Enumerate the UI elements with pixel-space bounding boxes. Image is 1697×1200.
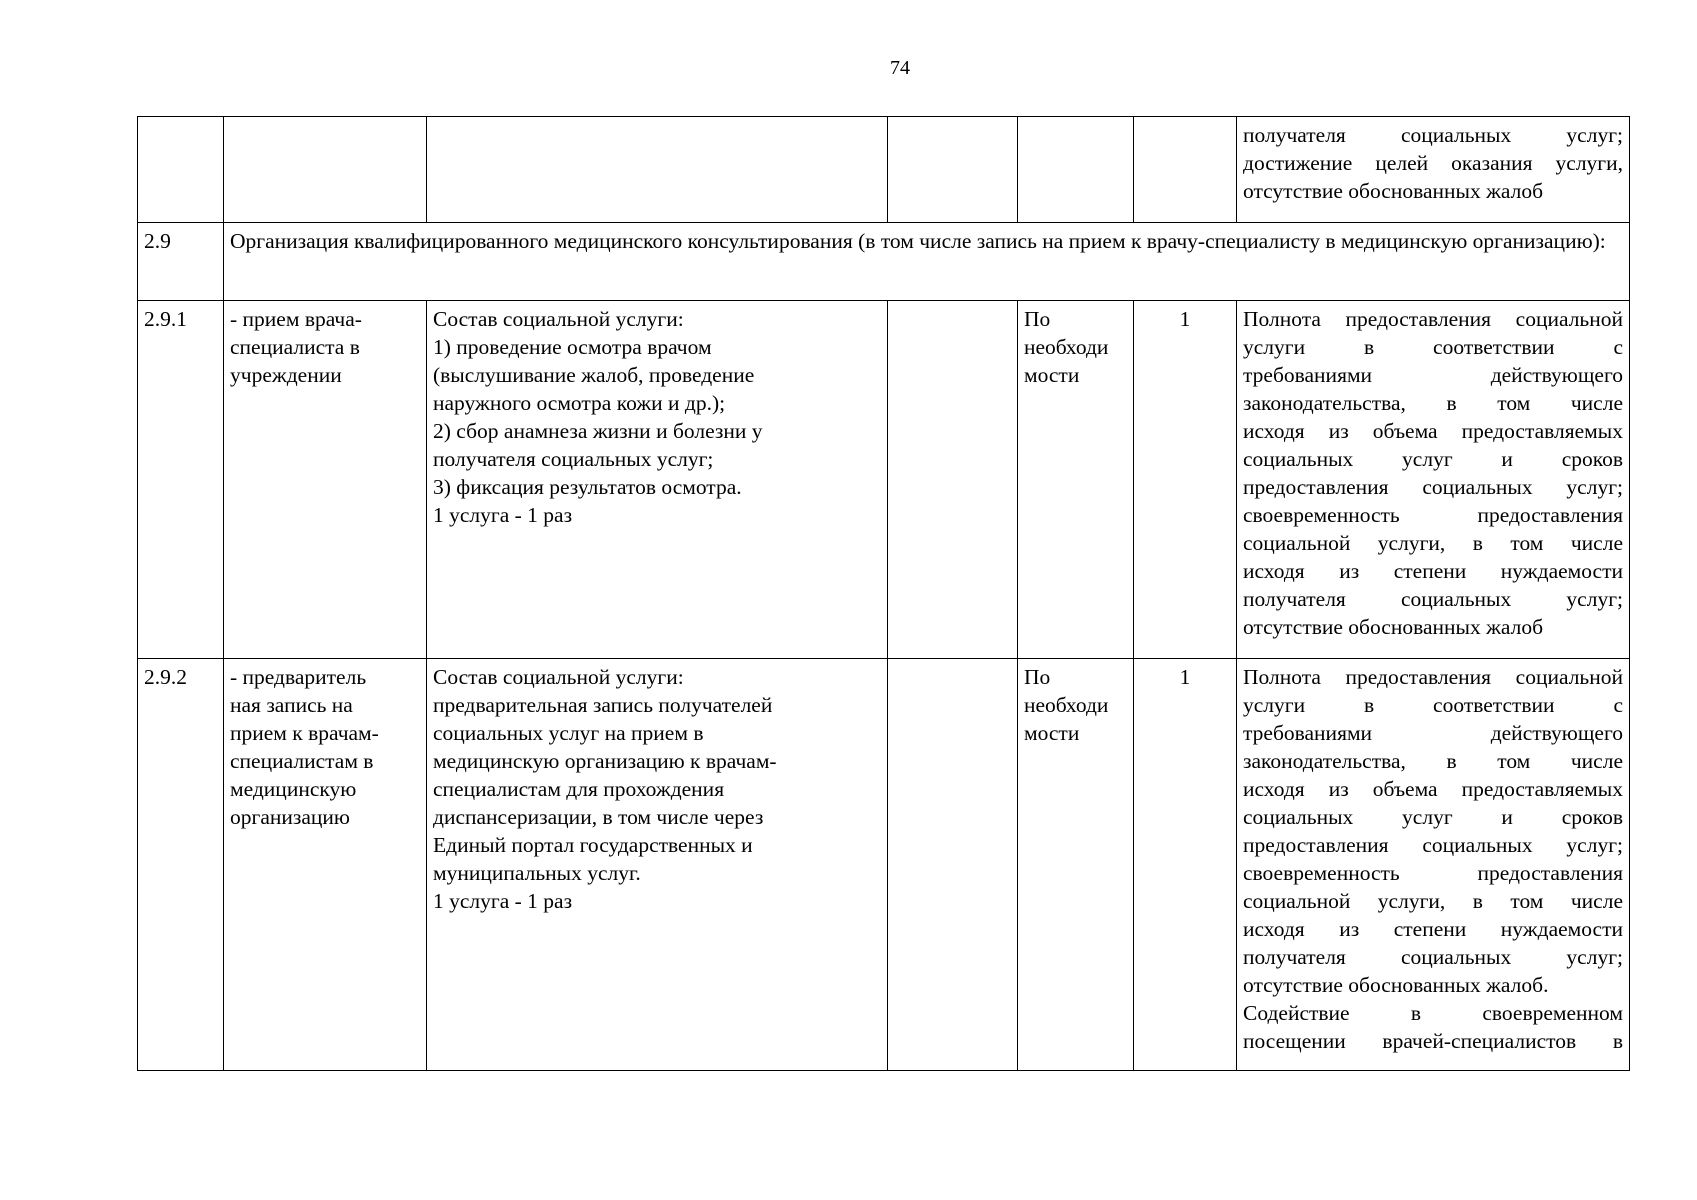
criteria-line: социальных услуг и сроков [1243,447,1623,471]
criteria-line: исходя из объема предоставляемых [1243,777,1623,801]
content-line: Состав социальной услуги: [433,665,684,689]
cell-extra [888,117,1018,223]
content-line: Состав социальной услуги: [433,307,684,331]
cell-name [224,117,427,223]
content-line: 1) проведение осмотра врачом [433,335,712,359]
table-row [138,659,1630,1071]
criteria-line: услуги в соответствии с [1243,335,1623,359]
frequency-line: необходи [1024,693,1109,717]
name-line: организацию [230,805,350,829]
name-line: учреждении [230,363,342,387]
frequency-line: По [1024,665,1051,689]
criteria-line: услуги в соответствии с [1243,693,1623,717]
criteria-line: своевременность предоставления [1243,503,1623,527]
row-frequency [1018,659,1134,1071]
name-line: - предваритель [230,665,367,689]
row-number: 2.9.1 [138,301,224,659]
frequency-line: необходи [1024,335,1109,359]
section-row [138,223,1630,301]
criteria-line: получателя социальных услуг; [1243,123,1623,147]
criteria-line: предоставления социальных услуг; [1243,833,1623,857]
row-extra [888,659,1018,1071]
criteria-line: своевременность предоставления [1243,861,1623,885]
content-line: 1 услуга - 1 раз [433,503,573,527]
table-row [138,301,1630,659]
row-quantity: 1 [1134,301,1237,659]
content-line: социальных услуг на прием в [433,721,704,745]
row-criteria [1237,659,1630,1071]
content-line: Единый портал государственных и [433,833,753,857]
name-line: специалиста в [230,335,360,359]
criteria-line: требованиями действующего [1243,363,1623,387]
content-line: муниципальных услуг. [433,861,641,885]
criteria-line: исходя из объема предоставляемых [1243,419,1623,443]
name-line: прием к врачам- [230,721,379,745]
content-line: 2) сбор анамнеза жизни и болезни у [433,419,763,443]
criteria-line: получателя социальных услуг; [1243,945,1623,969]
row-content [427,659,888,1071]
criteria-line: законодательства, в том числе [1243,391,1623,415]
continued-row [138,117,1630,223]
name-line: ная запись на [230,693,353,717]
cell-criteria [1237,117,1630,223]
content-line: 1 услуга - 1 раз [433,889,573,913]
criteria-line: отсутствие обоснованных жалоб. [1243,973,1549,997]
section-title: Организация квалифицированного медицинского консультирования (в том числе запись на прием к врачу-специалисту в медицинскую организацию): [224,223,1630,301]
criteria-line: отсутствие обоснованных жалоб [1243,615,1544,639]
criteria-line: отсутствие обоснованных жалоб [1243,179,1544,203]
criteria-line: Содействие в своевременном [1243,1001,1623,1025]
frequency-line: По [1024,307,1051,331]
row-content [427,301,888,659]
content-line: диспансеризации, в том числе через [433,805,764,829]
row-criteria [1237,301,1630,659]
section-number: 2.9 [138,223,224,301]
criteria-line: посещении врачей-специалистов в [1243,1029,1623,1053]
page-number: 74 [890,57,910,79]
name-line: медицинскую [230,777,357,801]
criteria-line: социальных услуг и сроков [1243,805,1623,829]
row-number: 2.9.2 [138,659,224,1071]
content-line: специалистам для прохождения [433,777,725,801]
criteria-line: исходя из степени нуждаемости [1243,917,1623,941]
content-line: 3) фиксация результатов осмотра. [433,475,742,499]
content-line: (выслушивание жалоб, проведение [433,363,755,387]
services-table [137,116,1630,1071]
row-frequency [1018,301,1134,659]
criteria-line: социальной услуги, в том числе [1243,531,1623,555]
frequency-line: мости [1024,363,1080,387]
content-line: медицинскую организацию к врачам- [433,749,777,773]
row-name [224,301,427,659]
criteria-line: получателя социальных услуг; [1243,587,1623,611]
cell-frequency [1018,117,1134,223]
content-line: наружного осмотра кожи и др.); [433,391,726,415]
criteria-line: требованиями действующего [1243,721,1623,745]
criteria-line: законодательства, в том числе [1243,749,1623,773]
cell-quantity [1134,117,1237,223]
row-extra [888,301,1018,659]
criteria-line: исходя из степени нуждаемости [1243,559,1623,583]
content-line: предварительная запись получателей [433,693,773,717]
cell-content [427,117,888,223]
row-quantity: 1 [1134,659,1237,1071]
criteria-line: достижение целей оказания услуги, [1243,151,1623,175]
criteria-line: предоставления социальных услуг; [1243,475,1623,499]
name-line: - прием врача- [230,307,362,331]
frequency-line: мости [1024,721,1080,745]
criteria-line: Полнота предоставления социальной [1243,307,1623,331]
cell-number [138,117,224,223]
criteria-line: Полнота предоставления социальной [1243,665,1623,689]
name-line: специалистам в [230,749,374,773]
row-name [224,659,427,1071]
criteria-line: социальной услуги, в том числе [1243,889,1623,913]
content-line: получателя социальных услуг; [433,447,714,471]
